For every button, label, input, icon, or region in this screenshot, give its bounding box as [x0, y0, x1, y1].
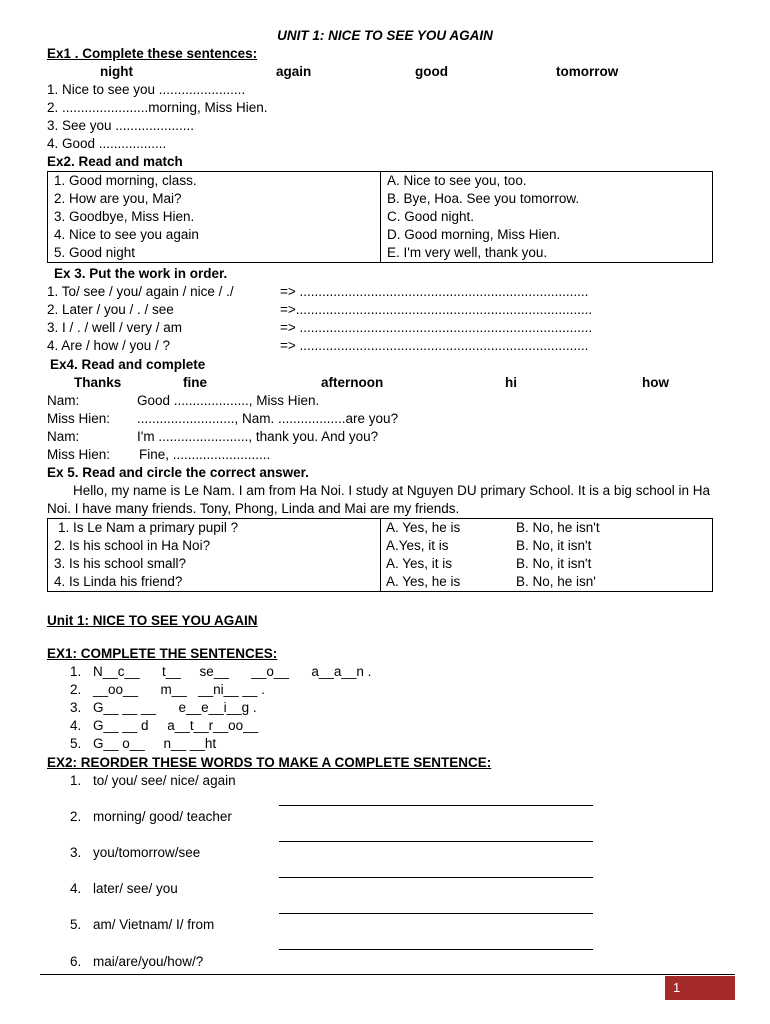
ex4-word: fine: [183, 375, 208, 390]
ex5-question: 3. Is his school small?: [54, 556, 187, 571]
ex5-question: 1. Is Le Nam a primary pupil ?: [58, 520, 239, 535]
ex2-left-item: 2. How are you, Mai?: [54, 191, 182, 206]
ex4-word: hi: [505, 375, 517, 390]
ex1-word: again: [276, 64, 312, 79]
ex1b-num: 5.: [70, 736, 82, 751]
footer-divider: [40, 974, 735, 975]
answer-line: [279, 841, 593, 842]
ex1b-num: 4.: [70, 718, 82, 733]
page-title: UNIT 1: NICE TO SEE YOU AGAIN: [277, 28, 493, 43]
ex2-right-item: D. Good morning, Miss Hien.: [387, 227, 561, 242]
answer-line: [279, 805, 593, 806]
ex1-item: 4. Good ..................: [47, 136, 167, 151]
ex5-passage-line: Hello, my name is Le Nam. I am from Ha Noi. I study at Nguyen DU primary School. It is a big school in Ha: [73, 483, 710, 498]
ex5-option-a: A. Yes, it is: [386, 556, 453, 571]
ex3-answer-blank: => .............................................................................: [280, 284, 589, 299]
ex3-question: 2. Later / you / . / see: [47, 302, 174, 317]
ex1-word: tomorrow: [556, 64, 619, 79]
ex3-answer-blank: => ..............................................................................: [280, 320, 593, 335]
ex5-question: 2. Is his school in Ha Noi?: [54, 538, 211, 553]
ex1b-num: 2.: [70, 682, 82, 697]
ex3-answer-blank: => .............................................................................: [280, 338, 589, 353]
ex2-right-item: E. I'm very well, thank you.: [387, 245, 548, 260]
ex2b-item: morning/ good/ teacher: [93, 809, 232, 824]
ex2b-num: 6.: [70, 954, 82, 969]
dialogue-line: Fine, ..........................: [139, 447, 271, 462]
ex2b-num: 2.: [70, 809, 82, 824]
page-number-badge: [665, 976, 735, 1000]
ex2-left-item: 5. Good night: [54, 245, 136, 260]
ex2-right-item: B. Bye, Hoa. See you tomorrow.: [387, 191, 580, 206]
ex3-answer-blank: =>...............................................................................: [280, 302, 593, 317]
ex1b-num: 3.: [70, 700, 82, 715]
ex5-heading: Ex 5. Read and circle the correct answer.: [47, 465, 309, 480]
ex1-word: good: [415, 64, 448, 79]
ex3-question: 4. Are / how / you / ?: [47, 338, 171, 353]
ex3-question: 3. I / . / well / very / am: [47, 320, 183, 335]
ex1b-num: 1.: [70, 664, 82, 679]
ex2b-item: mai/are/you/how/?: [93, 954, 204, 969]
ex5-question-column: [48, 519, 381, 592]
ex4-word: how: [642, 375, 669, 390]
ex1b-heading: EX1: COMPLETE THE SENTENCES:: [47, 646, 278, 661]
ex3-heading: Ex 3. Put the work in order.: [54, 266, 228, 281]
ex1b-item: G__ __ d a__t__r__oo__: [93, 718, 259, 733]
ex2b-item: later/ see/ you: [93, 881, 178, 896]
ex2-right-item: A. Nice to see you, too.: [387, 173, 527, 188]
ex2-right-item: C. Good night.: [387, 209, 475, 224]
ex5-passage-line: Noi. I have many friends. Tony, Phong, Linda and Mai are my friends.: [47, 501, 460, 516]
ex1-item: 1. Nice to see you .......................: [47, 82, 246, 97]
ex1b-item: G__ o__ n__ __ht: [93, 736, 217, 751]
ex1b-item: __oo__ m__ __ni__ __ .: [93, 682, 265, 697]
ex4-heading: Ex4. Read and complete: [50, 357, 206, 372]
dialogue-speaker: Miss Hien:: [47, 447, 111, 462]
ex2b-num: 3.: [70, 845, 82, 860]
ex2-left-item: 4. Nice to see you again: [54, 227, 199, 242]
dialogue-line: .........................., Nam. ..................are you?: [137, 411, 399, 426]
ex2-right-column: [381, 172, 713, 263]
ex5-option-b: B. No, it isn't: [516, 556, 592, 571]
dialogue-line: I'm ........................, thank you. And you?: [137, 429, 379, 444]
ex5-option-a: A.Yes, it is: [386, 538, 449, 553]
ex2-match-table: [47, 171, 713, 263]
ex1-item: 2. .......................morning, Miss Hien.: [47, 100, 268, 115]
ex2b-item: you/tomorrow/see: [93, 845, 201, 860]
ex4-word: Thanks: [74, 375, 122, 390]
ex2b-num: 5.: [70, 917, 82, 932]
ex1-item: 3. See you .....................: [47, 118, 195, 133]
ex2b-item: am/ Vietnam/ I/ from: [93, 917, 215, 932]
ex5-answer-column: [381, 519, 713, 592]
ex2b-heading: EX2: REORDER THESE WORDS TO MAKE A COMPLETE SENTENCE:: [47, 755, 492, 770]
answer-line: [279, 949, 593, 950]
answer-line: [279, 913, 593, 914]
ex5-question-table: [47, 518, 713, 592]
ex2b-num: 4.: [70, 881, 82, 896]
ex2-left-item: 3. Goodbye, Miss Hien.: [54, 209, 195, 224]
ex2-left-column: [48, 172, 381, 263]
ex1-word: night: [100, 64, 133, 79]
ex1-heading: Ex1 . Complete these sentences:: [47, 46, 258, 61]
page-number: 1: [673, 980, 681, 995]
ex4-word: afternoon: [321, 375, 384, 390]
ex5-option-b: B. No, it isn't: [516, 538, 592, 553]
section2-title: Unit 1: NICE TO SEE YOU AGAIN: [47, 613, 258, 628]
ex2b-item: to/ you/ see/ nice/ again: [93, 773, 236, 788]
ex3-question: 1. To/ see / you/ again / nice / ./: [47, 284, 234, 299]
ex2b-num: 1.: [70, 773, 82, 788]
ex1b-item: G__ __ __ e__e__i__g .: [93, 700, 257, 715]
ex5-option-a: A. Yes, he is: [386, 520, 461, 535]
ex5-question: 4. Is Linda his friend?: [54, 574, 183, 589]
dialogue-speaker: Nam:: [47, 429, 80, 444]
dialogue-speaker: Miss Hien:: [47, 411, 111, 426]
dialogue-speaker: Nam:: [47, 393, 80, 408]
ex2-left-item: 1. Good morning, class.: [54, 173, 197, 188]
ex5-option-a: A. Yes, he is: [386, 574, 461, 589]
dialogue-line: Good ...................., Miss Hien.: [137, 393, 320, 408]
ex2-heading: Ex2. Read and match: [47, 154, 183, 169]
ex5-option-b: B. No, he isn': [516, 574, 596, 589]
ex1b-item: N__c__ t__ se__ __o__ a__a__n .: [93, 664, 372, 679]
answer-line: [279, 877, 593, 878]
ex5-option-b: B. No, he isn't: [516, 520, 600, 535]
